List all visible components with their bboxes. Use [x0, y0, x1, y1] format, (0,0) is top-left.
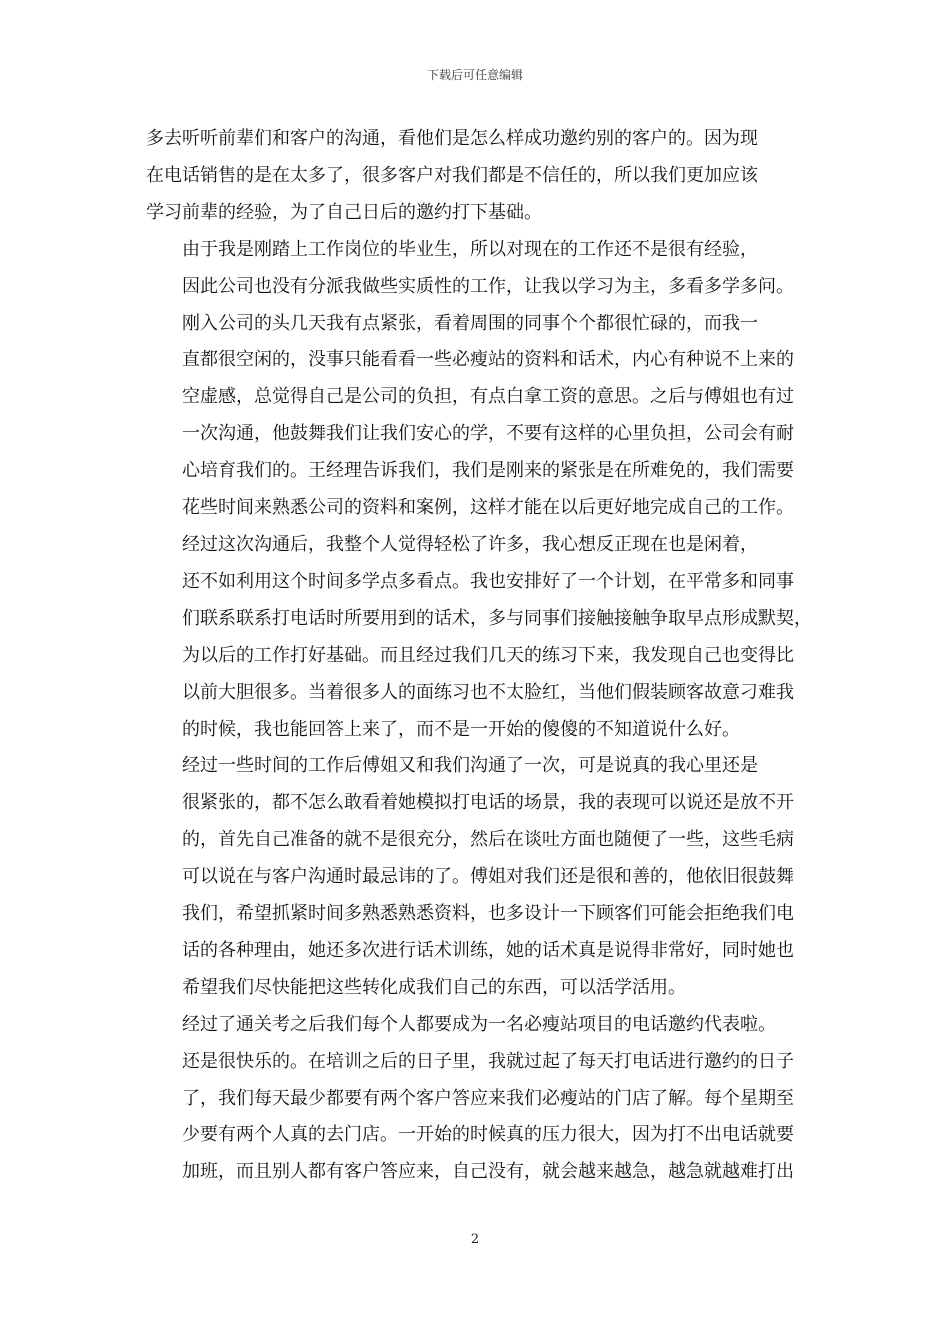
text-line: 为以后的工作打好基础。而且经过我们几天的练习下来，我发现自己也变得比 [182, 644, 794, 666]
text-line: 学习前辈的经验，为了自己日后的邀约打下基础。 [146, 201, 542, 223]
text-line: 的时候，我也能回答上来了，而不是一开始的傻傻的不知道说什么好。 [182, 718, 740, 740]
paragraph [146, 1007, 806, 1192]
text-line: 花些时间来熟悉公司的资料和案例，这样才能在以后更好地完成自己的工作。 [182, 497, 794, 519]
paragraph [146, 748, 806, 1006]
text-line: 了，我们每天最少都要有两个客户答应来我们必瘦站的门店了解。每个星期至 [182, 1087, 794, 1109]
paragraph [146, 527, 812, 748]
text-line: 经过了通关考之后我们每个人都要成为一名必瘦站项目的电话邀约代表啦。 [182, 1013, 776, 1035]
page-header: 下载后可任意编辑 [426, 68, 523, 82]
text-line: 还是很快乐的。在培训之后的日子里，我就过起了每天打电话进行邀约的日子 [182, 1050, 794, 1072]
text-line: 以前大胆很多。当着很多人的面练习也不太脸红，当他们假装顾客故意刁难我 [182, 681, 794, 703]
text-line: 由于我是刚踏上工作岗位的毕业生，所以对现在的工作还不是很有经验， [182, 238, 758, 260]
text-line: 们联系联系打电话时所要用到的话术，多与同事们接触接触争取早点形成默契， [182, 607, 812, 629]
text-line: 的，首先自己准备的就不是很充分，然后在谈吐方面也随便了一些，这些毛病 [182, 829, 794, 851]
text-line: 我们，希望抓紧时间多熟悉熟悉资料，也多设计一下顾客们可能会拒绝我们电 [182, 903, 794, 925]
text-line: 经过一些时间的工作后傅姐又和我们沟通了一次，可是说真的我心里还是 [182, 755, 758, 777]
page-number: 2 [470, 1232, 480, 1247]
paragraph [146, 306, 806, 527]
text-line: 话的各种理由，她还多次进行话术训练，她的话术真是说得非常好，同时她也 [182, 939, 794, 961]
text-line: 还不如利用这个时间多学点多看点。我也安排好了一个计划，在平常多和同事 [182, 570, 794, 592]
text-line: 心培育我们的。王经理告诉我们，我们是刚来的紧张是在所难免的，我们需要 [182, 460, 794, 482]
text-line: 因此公司也没有分派我做些实质性的工作，让我以学习为主，多看多学多问。 [182, 275, 794, 297]
text-line: 多去听听前辈们和客户的沟通，看他们是怎么样成功邀约别的客户的。因为现 [146, 128, 758, 149]
text-line: 空虚感，总觉得自己是公司的负担，有点白拿工资的意思。之后与傅姐也有过 [182, 386, 794, 408]
text-line: 刚入公司的头几天我有点紧张，看着周围的同事个个都很忙碌的，而我一 [182, 312, 758, 334]
paragraph [146, 121, 806, 232]
text-line: 在电话销售的是在太多了，很多客户对我们都是不信任的，所以我们更加应该 [146, 164, 758, 186]
text-line: 可以说在与客户沟通时最忌讳的了。傅姐对我们还是很和善的，他依旧很鼓舞 [182, 866, 794, 888]
paragraph [146, 232, 806, 306]
text-line: 一次沟通，他鼓舞我们让我们安心的学，不要有这样的心里负担，公司会有耐 [182, 423, 794, 445]
text-line: 直都很空闲的，没事只能看看一些必瘦站的资料和话术，内心有种说不上来的 [182, 349, 794, 371]
text-line: 希望我们尽快能把这些转化成我们自己的东西，可以活学活用。 [182, 976, 686, 998]
document-body [146, 121, 812, 1191]
text-line: 少要有两个人真的去门店。一开始的时候真的压力很大，因为打不出电话就要 [182, 1124, 794, 1146]
text-line: 加班，而且别人都有客户答应来，自己没有，就会越来越急，越急就越难打出 [182, 1161, 794, 1183]
text-line: 很紧张的，都不怎么敢看着她模拟打电话的场景，我的表现可以说还是放不开 [182, 792, 794, 814]
text-line: 经过这次沟通后，我整个人觉得轻松了许多，我心想反正现在也是闲着， [182, 533, 758, 555]
